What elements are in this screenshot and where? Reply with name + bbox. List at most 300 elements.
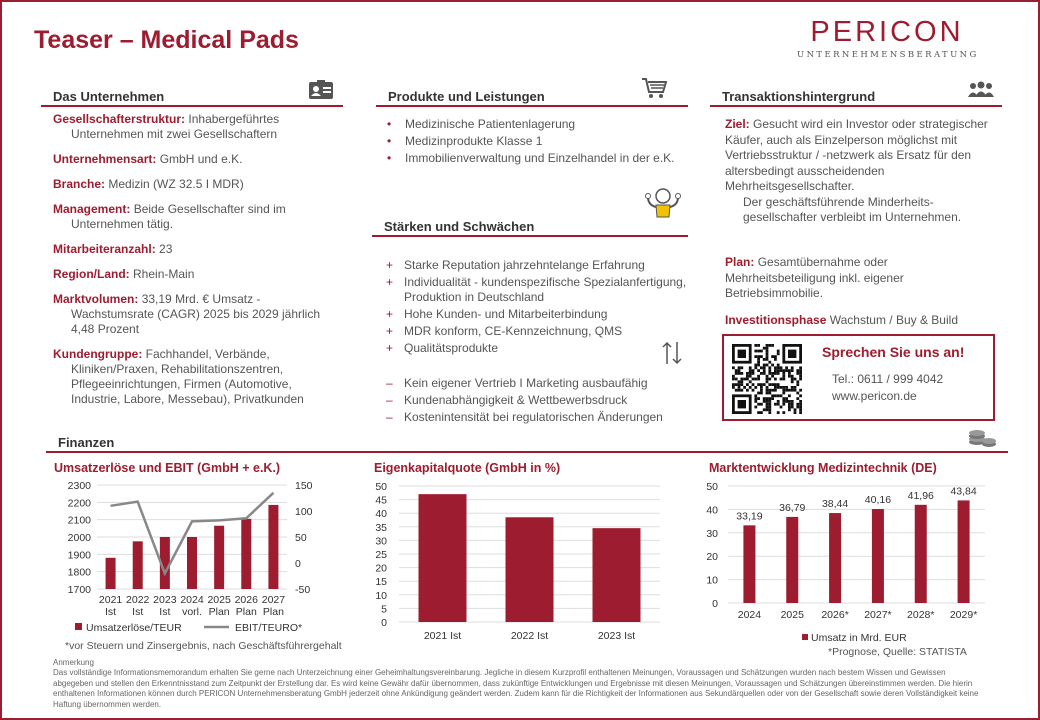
x-tick: 2025 xyxy=(207,594,231,606)
qr-module xyxy=(782,389,785,392)
schwaechen-list xyxy=(384,376,694,427)
qr-module xyxy=(735,378,738,381)
disclaimer-text: Das vollständige Informationsmemorandum erhalten Sie gerne nach Unterzeichnung einer Geheimhaltungsvereinbarung. Jegliche in diesem Kurzprofil enthaltenen Meinungen, Voraussagen und Schätzungen wurden nach bestem Wissen und Gewissen abgegeben und stellen den Erkenntnisstand zum Zeitpunkt der Erstellung dar. Es wird keine Gewähr dafür übernommen, dass zukünftige Entwicklungen und Ergebnisse mit diesen Meinungen, Voraussagen und Schätzungen übereinstimmen werden. Die hierin enthaltenen Informationen können durch PERICON Unternehmensberatung GmbH jederzeit ohne Ankündigung geändert werden. Zudem kann für die Richtigkeit der Informationen aus Sekundärquellen oder von der Gesellschaft sowie deren Vollständigkeit keine Haftung übernommen werden. xyxy=(53,668,979,709)
ziel-block xyxy=(725,117,1000,226)
y-tick: 10 xyxy=(706,574,718,587)
qr-module xyxy=(749,366,752,369)
qr-module xyxy=(760,411,763,414)
qr-module xyxy=(788,406,791,409)
shopping-cart-icon xyxy=(641,76,667,100)
qr-module xyxy=(732,375,735,378)
x-tick: 2027 xyxy=(261,594,286,606)
x-tick: 2024 xyxy=(737,609,762,621)
qr-module xyxy=(796,372,799,375)
qr-module xyxy=(768,389,771,392)
y-tick-right: -50 xyxy=(295,584,311,596)
qr-module xyxy=(794,378,797,381)
fact-value: 33,19 Mrd. € Umsatz - xyxy=(141,292,261,306)
x-tick: Ist xyxy=(105,606,117,618)
x-tick: 2026* xyxy=(821,609,849,621)
bar xyxy=(241,519,251,589)
qr-module xyxy=(771,355,774,358)
qr-module xyxy=(763,364,766,367)
qr-module xyxy=(732,378,735,381)
qr-module xyxy=(763,408,766,411)
qr-module xyxy=(771,383,774,386)
qr-module xyxy=(785,369,788,372)
qr-module xyxy=(766,392,769,395)
x-tick: 2025 xyxy=(780,609,804,621)
ziel-text-2: Der geschäftsführende Minderheits-gesellschafter verbleibt im Unternehmen. xyxy=(743,194,962,224)
x-tick: Ist xyxy=(159,606,171,618)
qr-module xyxy=(771,364,774,367)
qr-module xyxy=(782,372,785,375)
qr-module xyxy=(760,392,763,395)
qr-module xyxy=(771,394,774,397)
fact-key: Kundengruppe: xyxy=(53,347,143,361)
qr-module xyxy=(766,378,769,381)
qr-module xyxy=(754,350,757,353)
qr-module xyxy=(788,400,791,403)
fact-value-cont: Unternehmen tätig. xyxy=(71,217,174,231)
qr-module xyxy=(749,372,752,375)
bar xyxy=(872,509,884,603)
fact-key: Unternehmensart: xyxy=(53,152,157,166)
fact-key: Management: xyxy=(53,202,131,216)
bar xyxy=(214,526,224,589)
qr-module xyxy=(782,400,785,403)
x-tick: 2022 Ist xyxy=(510,630,549,642)
plan-block xyxy=(725,255,1000,302)
x-tick: 2023 xyxy=(153,594,177,606)
qr-module xyxy=(791,386,794,389)
qr-module xyxy=(757,397,760,400)
ziel-text: Gesucht wird ein Investor oder strategischer Käufer, auch als Einzelperson möglichst mit Vertriebsstruktur / -netzwerk als Ersatz für den altersbedingt ausscheidenden Mehrheitsgesellschafter. xyxy=(725,117,988,193)
chart2-title: Eigenkapitalquote (GmbH in %) xyxy=(374,461,561,475)
legend-label: EBIT/TEURO* xyxy=(235,622,303,634)
y-tick-left: 2100 xyxy=(67,514,91,527)
bar xyxy=(915,505,927,603)
qr-module xyxy=(757,369,760,372)
qr-module xyxy=(774,355,777,358)
qr-module xyxy=(766,347,769,350)
fact-value-cont: Unternehmen mit zwei Gesellschaftern xyxy=(71,127,278,141)
legend-swatch xyxy=(802,634,808,640)
qr-module xyxy=(749,369,752,372)
qr-module xyxy=(754,378,757,381)
y-tick: 40 xyxy=(706,504,718,517)
bar xyxy=(786,517,798,603)
qr-module xyxy=(740,380,743,383)
data-label: 36,79 xyxy=(779,501,806,514)
qr-module xyxy=(774,386,777,389)
qr-module xyxy=(746,389,749,392)
qr-module xyxy=(777,383,780,386)
qr-module xyxy=(774,383,777,386)
qr-module xyxy=(799,378,802,381)
bar xyxy=(593,528,641,622)
list-item: + Qualitätsprodukte xyxy=(386,341,499,355)
qr-module xyxy=(766,355,769,358)
x-tick: Plan xyxy=(235,606,257,618)
y-tick: 30 xyxy=(375,535,387,548)
section-heading-finanzen: Finanzen xyxy=(46,435,1008,453)
qr-module xyxy=(735,383,738,386)
bar xyxy=(268,505,278,589)
qr-module xyxy=(774,366,777,369)
x-tick: 2028* xyxy=(907,609,935,621)
qr-module xyxy=(766,400,769,403)
contact-web[interactable]: www.pericon.de xyxy=(832,389,917,403)
qr-code[interactable] xyxy=(732,344,802,414)
y-tick: 45 xyxy=(375,494,387,507)
qr-module xyxy=(757,350,760,353)
qr-module xyxy=(766,397,769,400)
qr-module xyxy=(746,383,749,386)
y-tick: 30 xyxy=(706,527,718,540)
qr-module xyxy=(740,366,743,369)
qr-module xyxy=(771,375,774,378)
fact-row xyxy=(53,152,343,167)
qr-module xyxy=(782,411,785,414)
qr-module xyxy=(794,389,797,392)
qr-module xyxy=(788,394,791,397)
qr-module xyxy=(760,350,763,353)
y-tick: 35 xyxy=(375,521,387,534)
y-tick-right: 100 xyxy=(295,506,313,518)
qr-module xyxy=(794,386,797,389)
contact-tel[interactable]: Tel.: 0611 / 999 4042 xyxy=(832,372,944,386)
qr-module xyxy=(774,378,777,381)
x-tick: 2029* xyxy=(949,609,978,621)
fact-value-cont: Wachstumsrate (CAGR) 2025 bis 2029 jährlich 4,48 Prozent xyxy=(71,307,320,336)
qr-module xyxy=(777,400,780,403)
qr-module xyxy=(735,389,738,392)
qr-module xyxy=(743,386,746,389)
qr-module xyxy=(774,372,777,375)
y-tick: 25 xyxy=(375,549,387,561)
qr-module xyxy=(768,361,771,364)
qr-module xyxy=(757,383,760,386)
qr-module xyxy=(780,378,783,381)
strong-figure-icon xyxy=(643,186,683,222)
legend-swatch xyxy=(75,623,82,630)
qr-module xyxy=(791,389,794,392)
fact-value: GmbH und e.K. xyxy=(159,152,243,166)
qr-module xyxy=(794,411,797,414)
fact-value: Inhabergeführtes xyxy=(188,112,280,126)
qr-module xyxy=(760,372,763,375)
qr-module xyxy=(732,383,735,386)
qr-module xyxy=(788,389,791,392)
qr-module xyxy=(757,355,760,358)
qr-module xyxy=(763,400,766,403)
qr-module xyxy=(799,403,802,406)
y-tick: 15 xyxy=(375,576,387,589)
qr-module xyxy=(766,380,769,383)
qr-module xyxy=(766,352,769,355)
qr-module xyxy=(740,372,743,375)
qr-module xyxy=(796,380,799,383)
qr-module xyxy=(777,394,780,397)
qr-module xyxy=(754,386,757,389)
fact-row xyxy=(53,242,343,257)
qr-module xyxy=(757,361,760,364)
list-item: – Kein eigener Vertrieb I Marketing ausbaufähig xyxy=(386,376,648,390)
phase-text: Wachstum / Buy & Build xyxy=(829,313,958,327)
pericon-logo xyxy=(797,16,977,60)
bar xyxy=(506,517,554,622)
qr-module xyxy=(738,383,741,386)
y-tick: 50 xyxy=(706,481,718,493)
qr-module xyxy=(749,375,752,378)
bar xyxy=(133,541,143,589)
fact-key: Mitarbeiteranzahl: xyxy=(53,242,156,256)
fact-value: Medizin (WZ 32.5 I MDR) xyxy=(108,177,244,191)
fact-value: Beide Gesellschafter sind im xyxy=(133,202,286,216)
qr-module xyxy=(752,389,755,392)
qr-module xyxy=(788,372,791,375)
x-tick: 2024 xyxy=(180,594,204,606)
chart3-title: Marktentwicklung Medizintechnik (DE) xyxy=(709,461,937,475)
qr-module xyxy=(735,372,738,375)
x-tick: 2021 xyxy=(98,594,123,606)
qr-module xyxy=(794,408,797,411)
qr-module xyxy=(768,383,771,386)
bar xyxy=(187,537,197,589)
qr-module xyxy=(752,383,755,386)
bar xyxy=(958,500,970,603)
qr-module xyxy=(766,358,769,361)
qr-module xyxy=(732,366,735,369)
y-tick-right: 0 xyxy=(295,558,301,570)
qr-module xyxy=(740,383,743,386)
qr-module xyxy=(766,375,769,378)
qr-module xyxy=(799,411,802,414)
list-item: – Kundenabhängigkeit & Wettbewerbsdruck xyxy=(386,393,628,407)
id-card-icon xyxy=(308,80,334,100)
contact-box xyxy=(722,334,995,421)
qr-module xyxy=(757,375,760,378)
fact-value: Fachhandel, Verbände, xyxy=(145,347,270,361)
qr-module xyxy=(771,372,774,375)
qr-module xyxy=(763,397,766,400)
market-chart xyxy=(702,477,1002,649)
qr-module xyxy=(780,406,783,409)
qr-module xyxy=(799,375,802,378)
qr-module xyxy=(754,366,757,369)
qr-module xyxy=(788,403,791,406)
qr-module xyxy=(782,378,785,381)
fact-key: Region/Land: xyxy=(53,267,130,281)
qr-module xyxy=(738,386,741,389)
qr-module xyxy=(749,380,752,383)
ziel-key: Ziel: xyxy=(725,117,750,131)
qr-module xyxy=(738,369,741,372)
company-facts xyxy=(53,112,343,417)
qr-module xyxy=(799,372,802,375)
group-people-icon xyxy=(967,81,995,99)
y-tick: 10 xyxy=(375,589,387,602)
qr-module xyxy=(763,372,766,375)
list-item: • Medizinprodukte Klasse 1 xyxy=(387,134,543,148)
coins-icon xyxy=(967,425,997,449)
qr-module xyxy=(768,403,771,406)
qr-module xyxy=(760,386,763,389)
x-tick: 2022 xyxy=(126,594,150,606)
qr-module xyxy=(768,411,771,414)
list-item: + Starke Reputation jahrzehntelange Erfahrung xyxy=(386,258,645,272)
chart3-note: *Prognose, Quelle: STATISTA xyxy=(828,646,967,658)
qr-module xyxy=(746,375,749,378)
qr-module xyxy=(749,386,752,389)
qr-module xyxy=(782,386,785,389)
qr-module xyxy=(791,403,794,406)
qr-module xyxy=(799,400,802,403)
qr-module xyxy=(777,352,780,355)
disclaimer xyxy=(53,658,983,710)
qr-module xyxy=(754,394,757,397)
x-tick: vorl. xyxy=(182,606,202,618)
section-heading-unternehmen: Das Unternehmen xyxy=(41,89,343,107)
qr-module xyxy=(785,386,788,389)
y-tick-left: 2200 xyxy=(67,497,91,510)
qr-module xyxy=(766,350,769,353)
qr-module xyxy=(777,366,780,369)
qr-module xyxy=(760,355,763,358)
qr-module xyxy=(796,403,799,406)
qr-module xyxy=(791,378,794,381)
qr-module xyxy=(788,369,791,372)
x-tick: Plan xyxy=(208,606,230,618)
qr-module xyxy=(782,392,785,395)
list-item: • Medizinische Patientenlagerung xyxy=(387,117,576,131)
qr-module xyxy=(760,383,763,386)
qr-module xyxy=(777,403,780,406)
bar xyxy=(419,494,467,622)
logo-main: PERICON xyxy=(810,16,964,48)
qr-module xyxy=(743,378,746,381)
qr-module xyxy=(774,358,777,361)
y-tick: 20 xyxy=(706,551,718,564)
qr-module xyxy=(777,364,780,367)
qr-module xyxy=(757,378,760,381)
qr-module xyxy=(768,378,771,381)
legend-label: Umsatz in Mrd. EUR xyxy=(811,632,907,644)
chart1-title: Umsatzerlöse und EBIT (GmbH + e.K.) xyxy=(54,461,281,475)
qr-module xyxy=(782,403,785,406)
qr-module xyxy=(799,369,802,372)
qr-module xyxy=(785,366,788,369)
disclaimer-heading: Anmerkung xyxy=(53,658,94,667)
staerken-list xyxy=(384,258,689,358)
qr-module xyxy=(763,358,766,361)
fact-key: Gesellschafterstruktur: xyxy=(53,112,186,126)
chart1-note: *vor Steuern und Zinsergebnis, nach Geschäftsführergehalt xyxy=(65,640,342,652)
qr-module xyxy=(738,372,741,375)
list-item: • Immobilienverwaltung und Einzelhandel in der e.K. xyxy=(387,151,675,165)
qr-module xyxy=(732,386,735,389)
x-tick: 2027* xyxy=(864,609,892,621)
qr-module xyxy=(766,344,769,347)
qr-module xyxy=(782,397,785,400)
fact-row xyxy=(53,202,343,232)
y-tick: 40 xyxy=(375,508,387,521)
qr-module xyxy=(788,375,791,378)
qr-module xyxy=(774,394,777,397)
qr-module xyxy=(796,383,799,386)
qr-module xyxy=(760,366,763,369)
qr-module xyxy=(796,392,799,395)
revenue-ebit-chart xyxy=(52,477,352,642)
qr-module xyxy=(780,394,783,397)
qr-module xyxy=(738,389,741,392)
qr-module xyxy=(768,408,771,411)
qr-module xyxy=(746,372,749,375)
qr-module xyxy=(754,355,757,358)
qr-module xyxy=(774,403,777,406)
phase-block xyxy=(725,313,1000,329)
qr-module xyxy=(777,386,780,389)
fact-row xyxy=(53,347,343,407)
qr-module xyxy=(771,344,774,347)
x-tick: 2026 xyxy=(234,594,258,606)
qr-module xyxy=(754,344,757,347)
data-label: 41,96 xyxy=(907,489,934,502)
y-tick: 0 xyxy=(712,598,718,610)
qr-module xyxy=(763,383,766,386)
y-tick-left: 1800 xyxy=(67,566,91,579)
qr-module xyxy=(785,400,788,403)
qr-module xyxy=(768,369,771,372)
qr-module xyxy=(780,366,783,369)
data-label: 43,84 xyxy=(950,485,977,498)
fact-value: 23 xyxy=(159,242,173,256)
data-label: 38,44 xyxy=(821,498,849,511)
qr-finder-core xyxy=(738,350,746,358)
x-tick: Ist xyxy=(132,606,144,618)
x-tick: 2023 Ist xyxy=(597,630,636,642)
qr-module xyxy=(777,372,780,375)
list-item: + Individualität - kundenspezifische Spezialanfertigung, Produktion in Deutschland xyxy=(386,275,687,304)
qr-module xyxy=(768,366,771,369)
y-tick-left: 1700 xyxy=(67,584,91,596)
qr-module xyxy=(738,366,741,369)
qr-module xyxy=(757,344,760,347)
section-heading-staerken: Stärken und Schwächen xyxy=(372,219,688,237)
fact-row xyxy=(53,177,343,192)
qr-module xyxy=(735,369,738,372)
qr-module xyxy=(791,375,794,378)
qr-module xyxy=(752,369,755,372)
qr-module xyxy=(785,397,788,400)
qr-finder-core xyxy=(738,400,746,408)
qr-module xyxy=(777,411,780,414)
qr-module xyxy=(774,389,777,392)
qr-module xyxy=(791,406,794,409)
y-tick-right: 50 xyxy=(295,532,307,544)
qr-module xyxy=(768,392,771,395)
y-tick-left: 2300 xyxy=(67,480,91,492)
fact-row xyxy=(53,267,343,282)
qr-module xyxy=(799,394,802,397)
plan-text: Gesamtübernahme oder Mehrheitsbeteiligung inkl. eigener Betriebsimmobilie. xyxy=(725,255,904,300)
qr-module xyxy=(780,386,783,389)
logo-sub: UNTERNEHMENSBERATUNG xyxy=(797,50,979,60)
bar xyxy=(743,525,755,603)
qr-module xyxy=(763,366,766,369)
y-tick-left: 1900 xyxy=(67,549,91,562)
